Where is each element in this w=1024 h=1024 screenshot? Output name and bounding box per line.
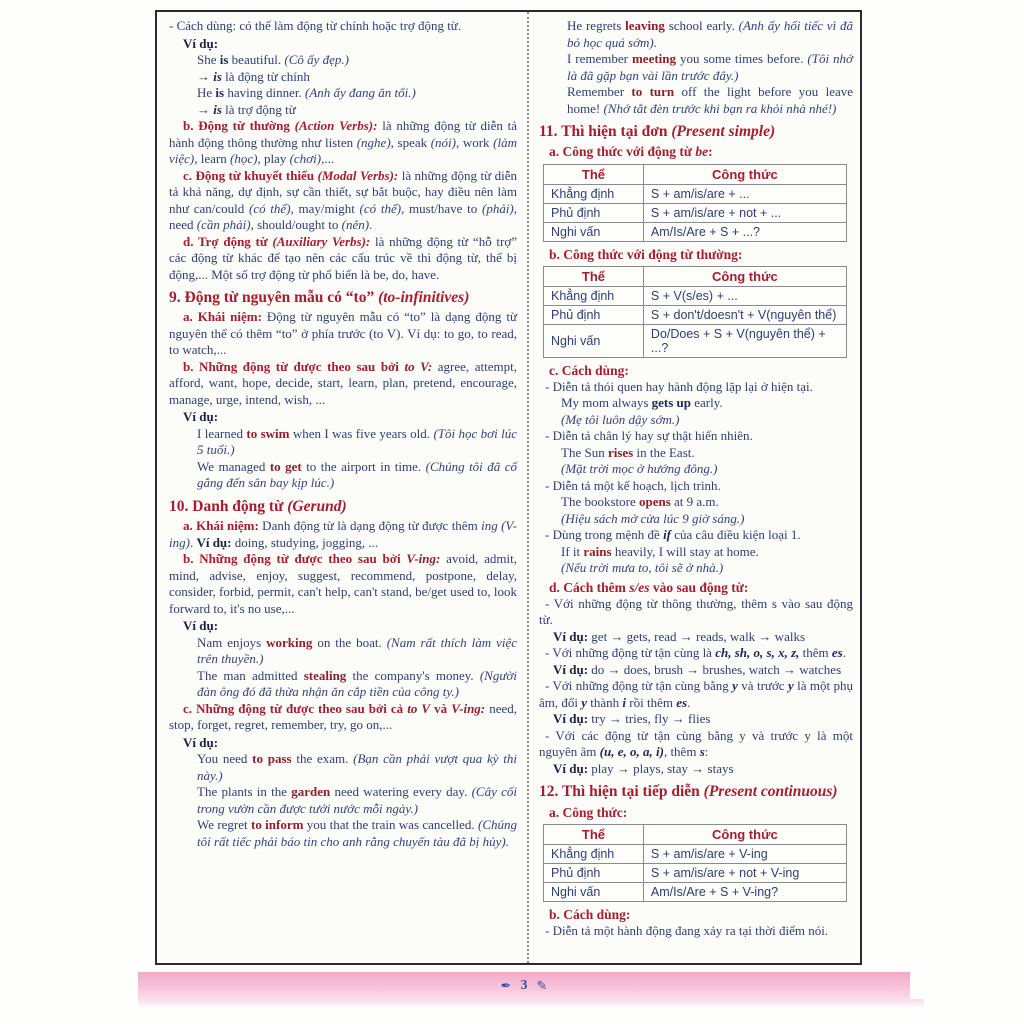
text-segment: (Cây cối trong vườn cần được tưới nước mỗi ngày.) xyxy=(197,784,517,816)
table-row xyxy=(544,305,847,324)
text-segment: (nghe) xyxy=(356,134,391,150)
text-segment: My mom always xyxy=(561,395,652,411)
paragraph xyxy=(197,668,517,701)
table-cell: Do/Does + S + V(nguyên thể) + ...? xyxy=(643,324,846,357)
footer-ornament-left-icon: ✒ xyxy=(500,977,512,993)
paragraph xyxy=(539,379,853,396)
paragraph xyxy=(539,761,853,778)
text-segment: là động từ chính xyxy=(221,68,310,84)
page-footer xyxy=(138,972,910,999)
text-segment: es xyxy=(831,645,843,661)
paragraph xyxy=(561,494,853,511)
text-segment: Ví dụ: xyxy=(183,35,219,51)
text-segment: d. Trợ động từ xyxy=(183,233,273,249)
table-cell: Phủ định xyxy=(544,203,644,222)
text-segment: (Gerund) xyxy=(287,497,347,515)
table-row xyxy=(544,324,847,357)
text-segment: (nói) xyxy=(430,134,456,150)
text-segment: của câu điều kiện loại 1. xyxy=(671,527,801,543)
text-segment: a. Công thức với động từ xyxy=(549,144,696,160)
text-segment: The man admitted xyxy=(197,667,304,683)
text-segment: y xyxy=(581,694,588,710)
left-column xyxy=(157,12,529,963)
text-segment: The bookstore xyxy=(561,494,639,510)
text-segment: the company's money. xyxy=(346,667,480,683)
table-header-cell: Thể xyxy=(544,824,644,844)
paragraph xyxy=(539,906,853,923)
text-segment: to the airport in time. xyxy=(301,458,426,474)
paragraph xyxy=(539,527,853,544)
text-segment: , should/ought to xyxy=(250,217,342,232)
text-segment: get → gets, read → reads, walk → walks xyxy=(588,628,806,644)
section-heading xyxy=(539,122,853,141)
text-segment: a. Công thức: xyxy=(549,804,628,820)
text-segment: gets up xyxy=(651,395,692,411)
text-segment: là một phụ âm, đổi xyxy=(539,678,853,710)
text-segment: b. Công thức với động từ thường: xyxy=(549,246,743,262)
text-segment: (Nếu trời mưa to, tôi sẽ ở nhà.) xyxy=(561,560,724,576)
text-segment: I learned xyxy=(197,425,247,441)
text-segment: you some times before. xyxy=(676,51,808,66)
paragraph xyxy=(567,18,853,51)
text-segment: do → does, brush → brushes, watch → watches xyxy=(588,661,842,677)
paragraph xyxy=(561,412,853,429)
text-segment: Ví dụ: xyxy=(553,711,589,727)
paragraph xyxy=(539,804,853,821)
text-segment: (cần phải) xyxy=(196,217,251,232)
text-segment: to inform xyxy=(250,817,304,833)
paragraph xyxy=(197,459,517,492)
footer-pink-fade xyxy=(138,999,924,1007)
text-segment: Nam enjoys xyxy=(197,634,267,650)
text-segment: try → tries, fly → flies xyxy=(588,711,711,727)
paragraph xyxy=(539,629,853,646)
text-segment: is xyxy=(213,68,222,84)
text-segment: s xyxy=(699,744,705,760)
text-segment: a. Khái niệm: xyxy=(183,309,262,325)
paragraph xyxy=(197,102,517,119)
text-segment: , need xyxy=(169,200,518,232)
formula-table xyxy=(543,824,847,902)
text-segment: Ví dụ: xyxy=(196,534,232,550)
text-segment: (Mẹ tôi luôn dậy sớm.) xyxy=(561,411,680,427)
paragraph xyxy=(539,478,853,495)
page-content-frame xyxy=(155,10,862,965)
text-segment: opens xyxy=(638,494,671,510)
paragraph xyxy=(197,426,517,459)
text-segment: Ví dụ: xyxy=(183,734,219,750)
paragraph xyxy=(197,635,517,668)
text-segment: (Tôi nhớ là đã gặp bạn vài lần trước đây.) xyxy=(567,51,853,83)
text-segment: We regret xyxy=(197,817,251,833)
paragraph xyxy=(567,51,853,84)
text-segment: early. xyxy=(691,395,723,411)
text-segment: Ví dụ: xyxy=(183,618,219,634)
table-row xyxy=(544,863,847,882)
text-segment: d. Cách thêm xyxy=(549,579,630,595)
continuous_table xyxy=(543,824,853,902)
paragraph xyxy=(197,751,517,784)
table-cell: Khẳng định xyxy=(544,184,644,203)
text-segment: thành xyxy=(587,694,623,710)
formula-table xyxy=(543,164,847,242)
paragraph xyxy=(183,735,517,752)
paragraph xyxy=(539,923,853,940)
paragraph xyxy=(561,445,853,462)
text-segment: to swim xyxy=(246,425,290,441)
text-segment: → xyxy=(197,68,214,84)
text-segment: (Nhớ tắt đèn trước khi bạn ra khỏi nhà nhé!) xyxy=(603,100,837,116)
paragraph xyxy=(183,409,517,426)
text-segment: . xyxy=(687,694,691,710)
text-segment: là những động từ “hỗ trợ” các động từ khác để tạo nên các cấu trúc về thì động từ, thể bị động,... Một số trợ động từ phổ biến là be, do, have. xyxy=(169,233,517,282)
text-segment: stealing xyxy=(303,667,347,683)
table-row xyxy=(544,203,847,222)
text-segment: - Diễn tả một hành động đang xảy ra tại thời điểm nói. xyxy=(545,923,829,939)
text-segment: , speak xyxy=(390,134,431,150)
text-segment: rises xyxy=(607,444,634,460)
text-segment: meeting xyxy=(631,51,677,66)
text-segment: ch, sh, o, s, x, z, xyxy=(715,645,800,661)
footer-ornament-right-icon: ✎ xyxy=(536,977,548,993)
text-segment: need, stop, forget, regret, remember, try, go on,... xyxy=(169,700,518,733)
text-segment: agree, attempt, afford, want, hope, decide, start, learn, plan, pretend, encourage, manage, urge, intend, wish, ... xyxy=(169,358,517,407)
table-row xyxy=(544,286,847,305)
text-segment: garden xyxy=(291,784,331,800)
text-segment: doing, studying, jogging, ... xyxy=(231,534,379,550)
paragraph xyxy=(169,18,517,35)
text-segment: (Chúng tôi đã cố gắng đến sân bay kịp lúc.) xyxy=(197,458,517,491)
text-segment: s/es xyxy=(629,579,650,595)
table-cell: Khẳng định xyxy=(544,844,644,863)
text-segment: ,... xyxy=(321,151,335,166)
text-segment: b. Động từ thường xyxy=(183,118,295,133)
text-segment: (Cô ấy đẹp.) xyxy=(284,52,350,67)
text-segment: . xyxy=(369,217,373,232)
paragraph xyxy=(561,511,853,528)
table-cell: Phủ định xyxy=(544,863,644,882)
text-segment: working xyxy=(266,634,313,650)
paragraph xyxy=(169,168,517,234)
text-segment: , learn xyxy=(194,151,230,166)
text-segment: (phải) xyxy=(481,200,514,216)
table-header-row xyxy=(544,164,847,184)
text-segment: in the East. xyxy=(633,444,695,460)
text-segment: 11. Thì hiện tại đơn xyxy=(539,123,672,140)
text-segment: (làm việc) xyxy=(169,134,517,166)
text-segment: She xyxy=(197,52,220,67)
text-segment: beautiful. xyxy=(228,52,285,67)
text-segment: (nên) xyxy=(341,217,370,232)
text-segment: avoid, admit, mind, advise, enjoy, suggest, recommend, postpone, delay, consider, forbid, permit, can't help, can't stand, be/get used to, look forward to, it's no use,... xyxy=(169,551,517,616)
table-cell: S + am/is/are + ... xyxy=(643,184,846,203)
paragraph xyxy=(539,711,853,728)
text-segment: rains xyxy=(583,543,612,559)
table-cell: Khẳng định xyxy=(544,286,644,305)
text-segment: (Tôi học bơi lúc 5 tuổi.) xyxy=(197,425,517,458)
text-segment: heavily, I will stay at home. xyxy=(611,543,759,559)
text-segment: es xyxy=(676,694,688,710)
table-cell: Phủ định xyxy=(544,305,644,324)
text-segment: is xyxy=(213,101,222,117)
text-segment: (to-infinitives) xyxy=(378,289,470,306)
text-segment: 12. Thì hiện tại tiếp diễn xyxy=(539,783,704,801)
paragraph xyxy=(539,362,853,379)
text-segment: c. Những động từ được theo sau bởi cả xyxy=(183,700,408,716)
text-segment: I remember xyxy=(567,51,632,66)
text-segment: (Present simple) xyxy=(671,123,776,140)
text-segment: : xyxy=(704,744,709,760)
table-row xyxy=(544,882,847,901)
text-segment: và xyxy=(430,700,452,716)
text-segment: at 9 a.m. xyxy=(670,494,719,510)
text-segment: to turn xyxy=(631,84,675,99)
paragraph xyxy=(539,579,853,596)
text-segment: (Modal Verbs): xyxy=(317,167,399,183)
be_table xyxy=(543,164,853,242)
text-segment: need watering every day. xyxy=(330,784,472,800)
paragraph xyxy=(539,662,853,679)
text-segment: is xyxy=(215,85,225,100)
table-cell: Am/Is/Are + S + ...? xyxy=(643,222,846,241)
text-segment: - Dùng trong mệnh đề xyxy=(545,527,664,543)
paragraph xyxy=(539,143,853,160)
text-segment: - Cách dùng: có thể làm động từ chính hoặc trợ động từ. xyxy=(169,18,462,33)
paragraph xyxy=(539,645,853,662)
text-segment: play → plays, stay → stays xyxy=(588,760,734,776)
paragraph xyxy=(169,309,517,359)
paragraph xyxy=(539,596,853,629)
text-segment: i xyxy=(622,694,627,710)
text-segment: - Diễn tả chân lý hay sự thật hiển nhiên. xyxy=(545,428,753,444)
paragraph xyxy=(183,618,517,635)
paragraph xyxy=(169,234,517,284)
text-segment: rồi thêm xyxy=(626,694,677,710)
text-segment: You need xyxy=(197,751,253,767)
paragraph xyxy=(539,678,853,711)
text-segment: (Bạn cần phải vượt qua kỳ thi này.) xyxy=(197,751,517,783)
text-segment: (Mặt trời mọc ở hướng đông.) xyxy=(561,461,718,477)
paragraph xyxy=(567,84,853,117)
text-segment: là những động từ diễn tả khả năng, dự định, sự cần thiết, sự bắt buộc, hay điều nên làm như can/could xyxy=(169,167,517,216)
text-segment: to V xyxy=(407,700,431,716)
paragraph xyxy=(561,395,853,412)
paragraph xyxy=(197,817,517,850)
table-header-row xyxy=(544,824,847,844)
text-segment: Ví dụ: xyxy=(553,628,589,644)
text-segment: to get xyxy=(269,458,302,474)
table-header-cell: Công thức xyxy=(643,266,846,286)
text-segment: . xyxy=(842,645,846,661)
text-segment: is xyxy=(219,52,229,67)
text-segment: Danh động từ là dạng động từ được thêm xyxy=(258,518,482,534)
text-segment: (Action Verbs): xyxy=(294,118,378,133)
paragraph xyxy=(169,518,517,551)
paragraph xyxy=(183,36,517,53)
text-segment: b. Những động từ được theo sau bởi xyxy=(183,551,407,567)
text-segment: (Auxiliary Verbs): xyxy=(272,233,371,249)
right-column xyxy=(529,12,860,963)
paragraph xyxy=(197,784,517,817)
text-segment: c. Động từ khuyết thiếu xyxy=(183,167,318,183)
paragraph xyxy=(561,560,853,577)
table-header-cell: Thể xyxy=(544,266,644,286)
paragraph xyxy=(169,701,517,734)
text-segment: (Hiệu sách mở cửa lúc 9 giờ sáng.) xyxy=(561,510,745,526)
text-segment: b. Những động từ được theo sau bởi xyxy=(183,358,405,374)
text-segment: là trợ động từ xyxy=(221,101,296,117)
text-segment: - Với những động từ thông thường, thêm s vào sau động từ. xyxy=(539,595,853,628)
text-segment: to V: xyxy=(404,358,433,374)
paragraph xyxy=(561,461,853,478)
text-segment: y xyxy=(732,678,738,694)
text-segment: b. Cách dùng: xyxy=(549,906,631,922)
text-segment: if xyxy=(663,527,672,543)
table-header-cell: Công thức xyxy=(643,164,846,184)
text-segment: leaving xyxy=(625,18,665,33)
text-segment: - Diễn tả thói quen hay hành động lặp lại ở hiện tại. xyxy=(545,378,813,394)
text-segment: (Người đàn ông đó đã thừa nhận ăn cắp tiền của công ty.) xyxy=(197,667,517,700)
text-segment: (Anh ấy hối tiếc vì đã bỏ học quá sớm). xyxy=(567,18,854,50)
section-heading xyxy=(539,782,853,801)
paragraph xyxy=(169,118,517,168)
text-segment: là những động từ diễn tả hành động thông thường như listen xyxy=(169,118,517,150)
paragraph xyxy=(169,551,517,617)
text-segment: thêm xyxy=(799,645,832,661)
text-segment: (học) xyxy=(230,151,258,166)
table-cell: S + V(s/es) + ... xyxy=(643,286,846,305)
text-segment: → xyxy=(197,101,214,117)
text-segment: , may/might xyxy=(290,200,360,216)
text-segment: và trước xyxy=(737,678,788,694)
text-segment: 10. Danh động từ xyxy=(169,497,288,515)
table-cell: S + am/is/are + V-ing xyxy=(643,844,846,863)
paragraph xyxy=(197,69,517,86)
text-segment: (có thể) xyxy=(359,200,402,216)
text-segment: (Present continuous) xyxy=(703,783,838,801)
text-segment: He xyxy=(197,85,216,100)
text-segment: Ví dụ: xyxy=(553,760,589,776)
text-segment: a. Khái niệm: xyxy=(183,518,259,534)
table-cell: S + am/is/are + not + ... xyxy=(643,203,846,222)
text-segment: (chơi) xyxy=(289,151,322,166)
table-cell: S + am/is/are + not + V-ing xyxy=(643,863,846,882)
text-segment: Ví dụ: xyxy=(183,409,219,425)
table-cell: Nghi vấn xyxy=(544,222,644,241)
table-cell: Nghi vấn xyxy=(544,324,644,357)
table-cell: S + don't/doesn't + V(nguyên thể) xyxy=(643,305,846,324)
table-row xyxy=(544,222,847,241)
text-segment: (Anh ấy đang ăn tối.) xyxy=(304,85,416,100)
text-segment: - Với những động từ tận cùng là xyxy=(545,645,716,661)
paragraph xyxy=(539,246,853,263)
text-segment: c. Cách dùng: xyxy=(549,362,629,378)
text-segment: . xyxy=(189,534,197,550)
text-segment: - Diễn tả một kế hoạch, lịch trình. xyxy=(545,477,721,493)
text-segment: , must/have to xyxy=(401,200,482,216)
text-segment: If it xyxy=(561,543,584,559)
paragraph xyxy=(539,728,853,761)
text-segment: - Với các động từ tận cùng bằng y và trước y là một nguyên âm xyxy=(539,727,853,760)
text-segment: be xyxy=(695,144,709,160)
text-segment: y xyxy=(787,678,794,694)
text-segment: V-ing: xyxy=(451,700,486,716)
paragraph xyxy=(561,544,853,561)
text-segment: (Nam rất thích làm việc trên thuyền.) xyxy=(197,634,517,667)
text-segment: to pass xyxy=(252,751,292,767)
text-segment: (Chúng tôi rất tiếc phải báo tin cho anh rằng chuyến tàu đã bị hủy). xyxy=(197,817,517,849)
section-heading xyxy=(169,288,517,307)
text-segment: on the boat. xyxy=(312,634,387,650)
text-segment: , thêm xyxy=(663,744,700,760)
paragraph xyxy=(197,52,517,69)
text-segment: when I was five years old. xyxy=(289,425,434,441)
text-segment: The plants in the xyxy=(197,784,292,800)
text-segment: Remember xyxy=(567,84,632,99)
text-segment: : xyxy=(708,144,713,160)
text-segment: , play xyxy=(257,151,290,166)
text-segment: Ví dụ: xyxy=(553,661,589,677)
table-row xyxy=(544,184,847,203)
text-segment: school early. xyxy=(664,18,739,33)
page-number: 3 xyxy=(520,977,528,993)
table-header-cell: Thể xyxy=(544,164,644,184)
table-row xyxy=(544,844,847,863)
paragraph xyxy=(539,428,853,445)
text-segment: ing (V-ing) xyxy=(169,518,517,550)
text-segment: vào sau động từ: xyxy=(649,579,749,595)
text-segment: off the light before you leave home! xyxy=(567,84,853,116)
text-segment: 9. Động từ nguyên mẫu có “to” xyxy=(169,289,379,306)
ordinary_table xyxy=(543,266,853,358)
table-header-cell: Công thức xyxy=(643,824,846,844)
text-segment: the exam. xyxy=(291,751,354,767)
text-segment: , work xyxy=(455,134,494,150)
formula-table xyxy=(543,266,847,358)
text-segment: (u, e, o, a, i) xyxy=(599,744,664,760)
table-cell: Am/Is/Are + S + V-ing? xyxy=(643,882,846,901)
table-header-row xyxy=(544,266,847,286)
text-segment: - Với những động từ tận cùng bằng xyxy=(545,678,733,694)
text-segment: We managed xyxy=(197,458,270,474)
paragraph xyxy=(169,359,517,409)
paragraph xyxy=(197,85,517,102)
text-segment: Động từ nguyên mẫu có “to” là dạng động từ nguyên thể có thêm “to” ở phía trước (to V). Ví dụ: to go, to read, to watch,... xyxy=(169,309,517,358)
section-heading xyxy=(169,497,517,516)
text-segment: He regrets xyxy=(567,18,626,33)
text-segment: having dinner. xyxy=(224,85,305,100)
text-segment: The Sun xyxy=(561,444,608,460)
text-segment: (có thể) xyxy=(249,200,291,216)
table-cell: Nghi vấn xyxy=(544,882,644,901)
text-segment: you that the train was cancelled. xyxy=(303,817,478,833)
text-segment: V-ing: xyxy=(406,551,441,567)
